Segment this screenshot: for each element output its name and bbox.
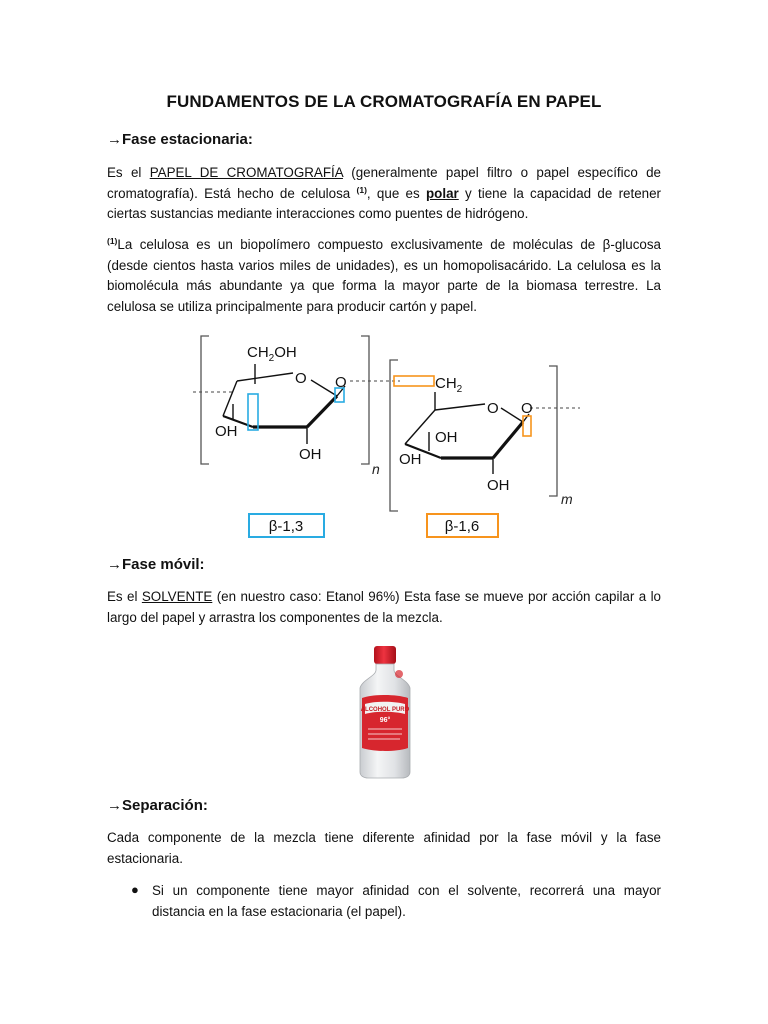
paragraph-separacion: Cada componente de la mezcla tiene diferente afinidad por la fase móvil y la fase estacionaria. xyxy=(107,830,661,866)
bottle-cap xyxy=(374,646,396,664)
term-polar: polar xyxy=(426,185,459,201)
cellulose-structure-diagram xyxy=(185,326,585,546)
footnote-ref: (1) xyxy=(356,184,367,195)
bullet-item: Si un componente tiene mayor afinidad con el solvente, recorrerá una mayor distancia en la fase estacionaria (el papel). xyxy=(152,883,661,919)
group-oh: OH xyxy=(215,423,238,440)
text: (generalmente papel filtro o papel específico de cromatografía). Está hecho de celulosa xyxy=(107,165,661,201)
glucose-ring-1 xyxy=(223,364,345,444)
group-oh: OH xyxy=(299,446,322,463)
paragraph-solvente xyxy=(107,587,661,628)
group-oh: OH xyxy=(435,429,458,446)
text: Es el xyxy=(107,589,142,604)
highlight-beta16 xyxy=(523,416,531,436)
ring-oxygen: O xyxy=(487,400,499,417)
text: , que es xyxy=(366,185,426,201)
group-ch2: $CH_2$ xyxy=(435,375,463,395)
bracket-right-close xyxy=(549,366,557,496)
label-n: n xyxy=(372,461,380,477)
group-ch2oh: $CH_2OH$ xyxy=(247,344,297,364)
link-oxygen: O xyxy=(335,374,347,391)
legend-label-beta16: β-1,6 xyxy=(444,518,480,535)
ring-oxygen: O xyxy=(295,370,307,387)
paragraph-papel xyxy=(107,163,661,225)
alcohol-bottle-image xyxy=(350,644,420,780)
heading-fase-estacionaria: →Fase estacionaria: xyxy=(107,131,253,148)
paragraph-celulosa-footnote xyxy=(107,235,661,317)
link-oxygen: O xyxy=(521,400,533,417)
glucose-ring-2 xyxy=(405,392,529,474)
term-papel-cromatografia: PAPEL DE CROMATOGRAFÍA xyxy=(149,165,343,180)
page-title: FUNDAMENTOS DE LA CROMATOGRAFÍA EN PAPEL xyxy=(166,92,602,111)
text: y tiene la capacidad de retener ciertas sustancias mediante interacciones como puentes de hidrógeno. xyxy=(107,185,661,221)
bracket-left-close xyxy=(361,336,369,464)
heading-separacion: →Separación: xyxy=(107,797,208,814)
text: Es el xyxy=(107,165,150,180)
group-oh: OH xyxy=(399,451,422,468)
text: (en nuestro caso: Etanol 96%) Esta fase se mueve por acción capilar a lo largo del papel y arrastra los componentes de la mezcla. xyxy=(107,589,661,625)
bracket-left-open xyxy=(201,336,209,464)
label-m: m xyxy=(561,491,573,507)
bullet-marker: ● xyxy=(131,882,139,897)
heading-fase-movil: →Fase móvil: xyxy=(107,556,205,573)
group-oh: OH xyxy=(487,477,510,494)
bottle-label-text: ALCOHOL PURO xyxy=(360,707,410,713)
term-solvente: SOLVENTE xyxy=(141,589,213,604)
legend-label-beta13: β-1,3 xyxy=(268,518,304,535)
bottle-label-text: 96° xyxy=(379,717,391,724)
text: La celulosa es un biopolímero compuesto exclusivamente de moléculas de β-glucosa (desde cientos hasta varios miles de unidades), es un homopolisacárido. La celulosa es la biomolécula más abundante ya que forma la mayor parte de la biomasa terrestre. La celulosa se utiliza principalmente para producir cartón y papel. xyxy=(107,237,661,314)
footnote-mark: (1) xyxy=(107,236,118,246)
